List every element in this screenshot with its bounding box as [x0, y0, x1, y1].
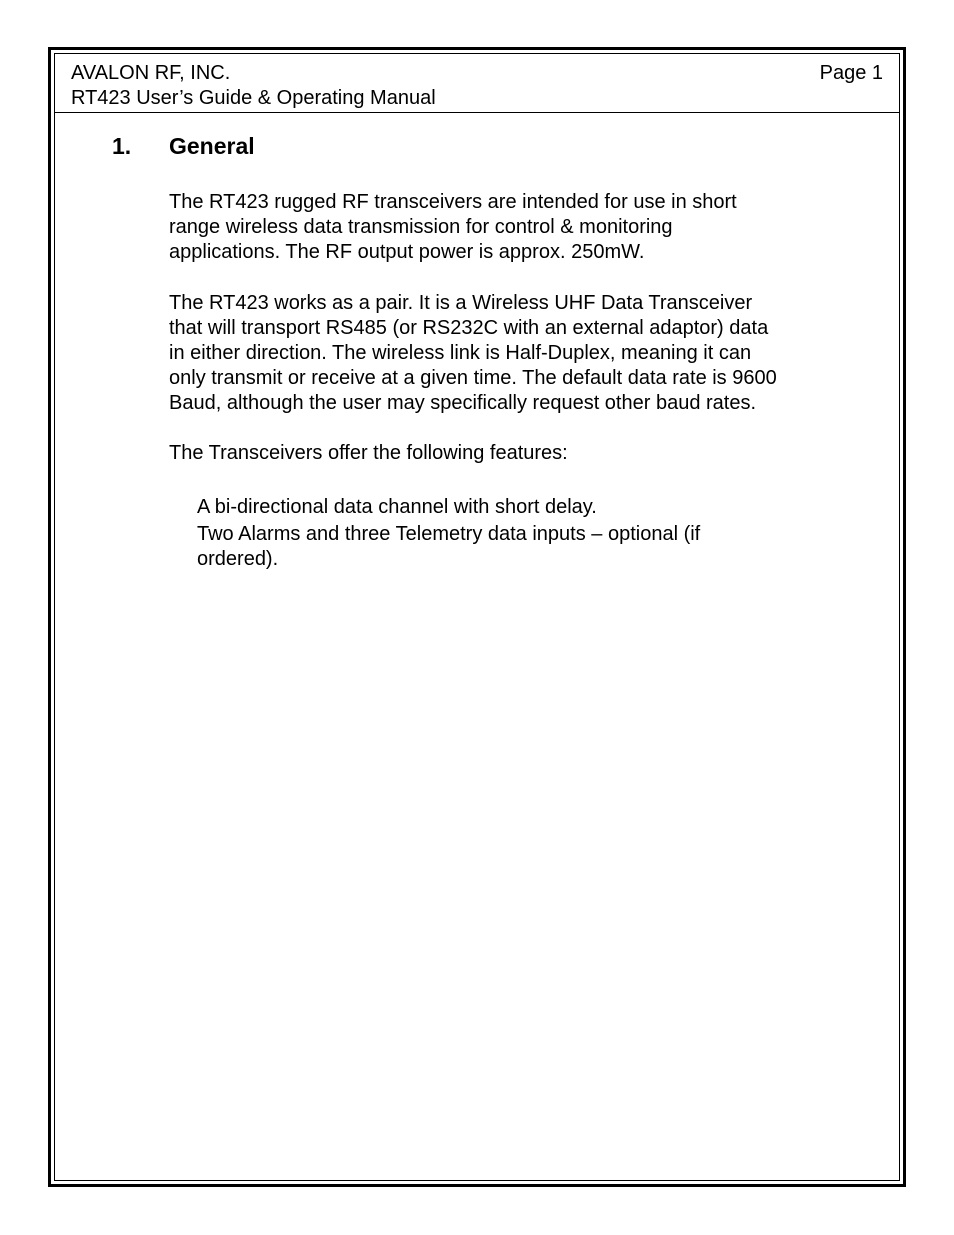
page-number: Page 1: [819, 62, 883, 84]
paragraph-operation: [169, 291, 849, 416]
feature-list: [197, 495, 837, 574]
paragraph-line: The Transceivers offer the following features:: [169, 442, 568, 464]
paragraph-intro: [169, 190, 849, 265]
list-item-line: ordered).: [197, 548, 279, 570]
company-name: AVALON RF, INC.: [71, 62, 231, 84]
paragraph-line: applications. The RF output power is approx. 250mW.: [169, 241, 645, 263]
paragraph-line: only transmit or receive at a given time. The default data rate is 9600: [169, 367, 777, 389]
page-border: [48, 47, 906, 1187]
list-item-line: Two Alarms and three Telemetry data inputs – optional (if: [197, 523, 701, 545]
list-item: [197, 495, 837, 520]
page-header: [55, 54, 899, 113]
paragraph-line: that will transport RS485 (or RS232C with an external adaptor) data: [169, 317, 769, 339]
paragraph-line: range wireless data transmission for control & monitoring: [169, 216, 673, 238]
section-number: 1.: [112, 133, 132, 159]
manual-title: RT423 User’s Guide & Operating Manual: [71, 87, 436, 109]
paragraph-line: in either direction. The wireless link is Half-Duplex, meaning it can: [169, 342, 752, 364]
list-item: [197, 522, 837, 572]
paragraph-line: The RT423 rugged RF transceivers are intended for use in short: [169, 191, 737, 213]
list-item-line: A bi-directional data channel with short delay.: [197, 496, 597, 518]
paragraph-line: Baud, although the user may specifically request other baud rates.: [169, 392, 757, 414]
section-title: General: [169, 133, 255, 159]
paragraph-line: The RT423 works as a pair. It is a Wireless UHF Data Transceiver: [169, 292, 753, 314]
page-inner-border: [54, 53, 900, 1181]
paragraph-features-intro: [169, 441, 849, 466]
